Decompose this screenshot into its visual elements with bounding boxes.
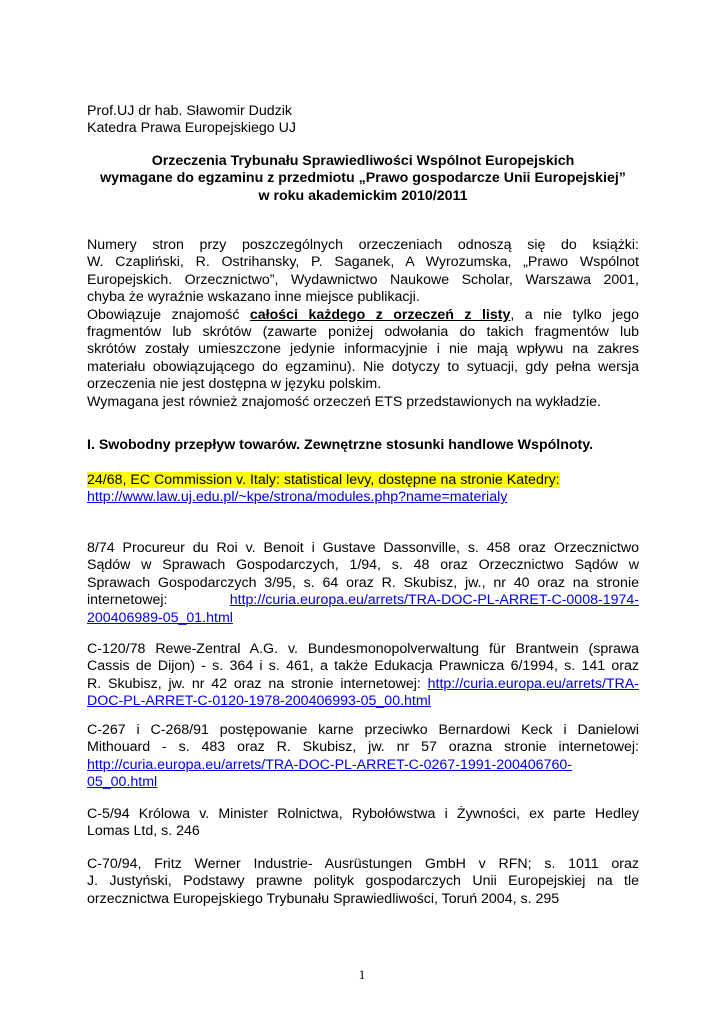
case-line: C-267 i C-268/91 postępowanie karne przeciwko Bernardowi Keck i Danielowi <box>87 722 639 738</box>
case-entry-267-91 <box>87 722 639 792</box>
case-entry-120-78 <box>87 641 639 711</box>
page-number: 1 <box>358 967 366 982</box>
case-line: Sądów w Sprawach Gospodarczych, 1/94, s. 48 oraz Orzecznictwo Sądów w <box>87 557 639 574</box>
case-entry-70-94 <box>87 856 639 908</box>
intro-line-10: Wymagana jest również znajomość orzeczeń ETS przedstawionych na wykładzie. <box>87 393 601 410</box>
section-heading <box>87 437 639 454</box>
title-line-3: w roku akademickim 2010/2011 <box>258 187 468 204</box>
case-line <box>87 676 639 693</box>
case-line: Mithouard - s. 483 oraz R. Skubisz, jw. nr 57 orazna stronie internetowej: <box>87 739 639 756</box>
curia-link-120-78-cont[interactable]: DOC-PL-ARRET-C-0120-1978-200406993-05_00.html <box>87 693 431 710</box>
title-line-1: Orzeczenia Trybunału Sprawiedliwości Wspólnot Europejskich <box>151 153 575 169</box>
case-line-label: internetowej: <box>87 592 168 609</box>
intro-line-8: materiału obowiązującego do egzaminu). Nie dotyczy to sytuacji, gdy pełna wersja <box>87 358 639 375</box>
katedra-materials-link[interactable]: http://www.law.uj.edu.pl/~kpe/strona/modules.php?name=materialy <box>87 489 508 506</box>
intro-line-5 <box>87 307 639 324</box>
case-line: C-70/94, Fritz Werner Industrie- Ausrüstungen GmbH v RFN; s. 1011 oraz <box>87 856 639 872</box>
case-line-text: R. Skubisz, jw. nr 42 oraz na stronie internetowej: <box>87 675 421 692</box>
intro-line-3: Europejskich. Orzecznictwo”, Wydawnictwo Naukowe Scholar, Warszawa 2001, <box>87 271 639 288</box>
case-line: Lomas Ltd, s. 246 <box>87 823 200 840</box>
title-line-2: wymagane do egzaminu z przedmiotu „Prawo gospodarcze Unii Europejskiej” <box>100 170 626 187</box>
curia-link-267-91[interactable]: http://curia.europa.eu/arrets/TRA-DOC-PL-ARRET-C-0267-1991-200406760- <box>87 756 572 773</box>
case-highlighted-text: 24/68, EC Commission v. Italy: statistical levy, dostępne na stronie Katedry: <box>87 472 560 488</box>
department-line: Katedra Prawa Europejskiego UJ <box>87 120 296 137</box>
case-entry-5-94 <box>87 806 639 841</box>
case-line: Sprawach Gospodarczych 3/95, s. 64 oraz R. Skubisz, jw., nr 40 oraz na stronie <box>87 574 639 591</box>
emphasis-full-rulings: całości każdego z orzeczeń z listy <box>249 306 511 323</box>
case-entry-24-68 <box>87 472 639 507</box>
case-entry-8-74 <box>87 540 639 627</box>
curia-link-8-74[interactable]: http://curia.europa.eu/arrets/TRA-DOC-PL-ARRET-C-0008-1974- <box>229 592 639 609</box>
case-line: orzecznictwa Europejskiego Trybunału Sprawiedliwości, Toruń 2004, s. 295 <box>87 890 560 907</box>
curia-link-267-91-cont[interactable]: 05_00.html <box>87 774 158 791</box>
intro-line-7: skrótów zostały umieszczone jedynie informacyjnie i nie mają wpływu na zakres <box>87 341 639 358</box>
case-line: C-120/78 Rewe-Zentral A.G. v. Bundesmonopolverwaltung für Brantwein (sprawa <box>87 641 639 657</box>
case-line <box>87 592 639 609</box>
document-title <box>87 153 639 205</box>
section-heading-text: I. Swobodny przepływ towarów. Zewnętrzne stosunki handlowe Wspólnoty. <box>87 437 594 453</box>
intro-line-1: Numery stron przy poszczególnych orzeczeniach odnoszą się do książki: <box>87 237 639 253</box>
intro-line-5-start: Obowiązuje znajomość <box>87 306 240 323</box>
case-line: Cassis de Dijon) - s. 364 i s. 461, a także Edukacja Prawnicza 6/1994, s. 141 oraz <box>87 658 639 675</box>
intro-line-9: orzeczenia nie jest dostępna w języku polskim. <box>87 376 382 393</box>
case-line: C-5/94 Królowa v. Minister Rolnictwa, Rybołówstwa i Żywności, ex parte Hedley <box>87 806 639 822</box>
curia-link-120-78[interactable]: http://curia.europa.eu/arrets/TRA- <box>427 675 639 692</box>
curia-link-8-74-cont[interactable]: 200406989-05_01.html <box>87 609 233 626</box>
author-line: Prof.UJ dr hab. Sławomir Dudzik <box>87 103 292 119</box>
header <box>87 103 639 138</box>
intro-line-6: fragmentów lub skrótów (zawarte poniżej odwołania do takich fragmentów lub <box>87 323 639 340</box>
intro-line-4: chyba że wyraźnie wskazano inne miejsce publikacji. <box>87 289 420 306</box>
case-line: J. Justyński, Podstawy prawne polityk gospodarczych Unii Europejskiej na tle <box>87 873 639 890</box>
intro-paragraph <box>87 237 639 411</box>
intro-line-2: W. Czapliński, R. Ostrihansky, P. Saganek, A Wyrozumska, „Prawo Wspólnot <box>87 254 639 271</box>
intro-line-5-end: , a nie tylko jego <box>510 306 639 323</box>
case-line: 8/74 Procureur du Roi v. Benoit i Gustave Dassonville, s. 458 oraz Orzecznictwo <box>87 540 639 556</box>
